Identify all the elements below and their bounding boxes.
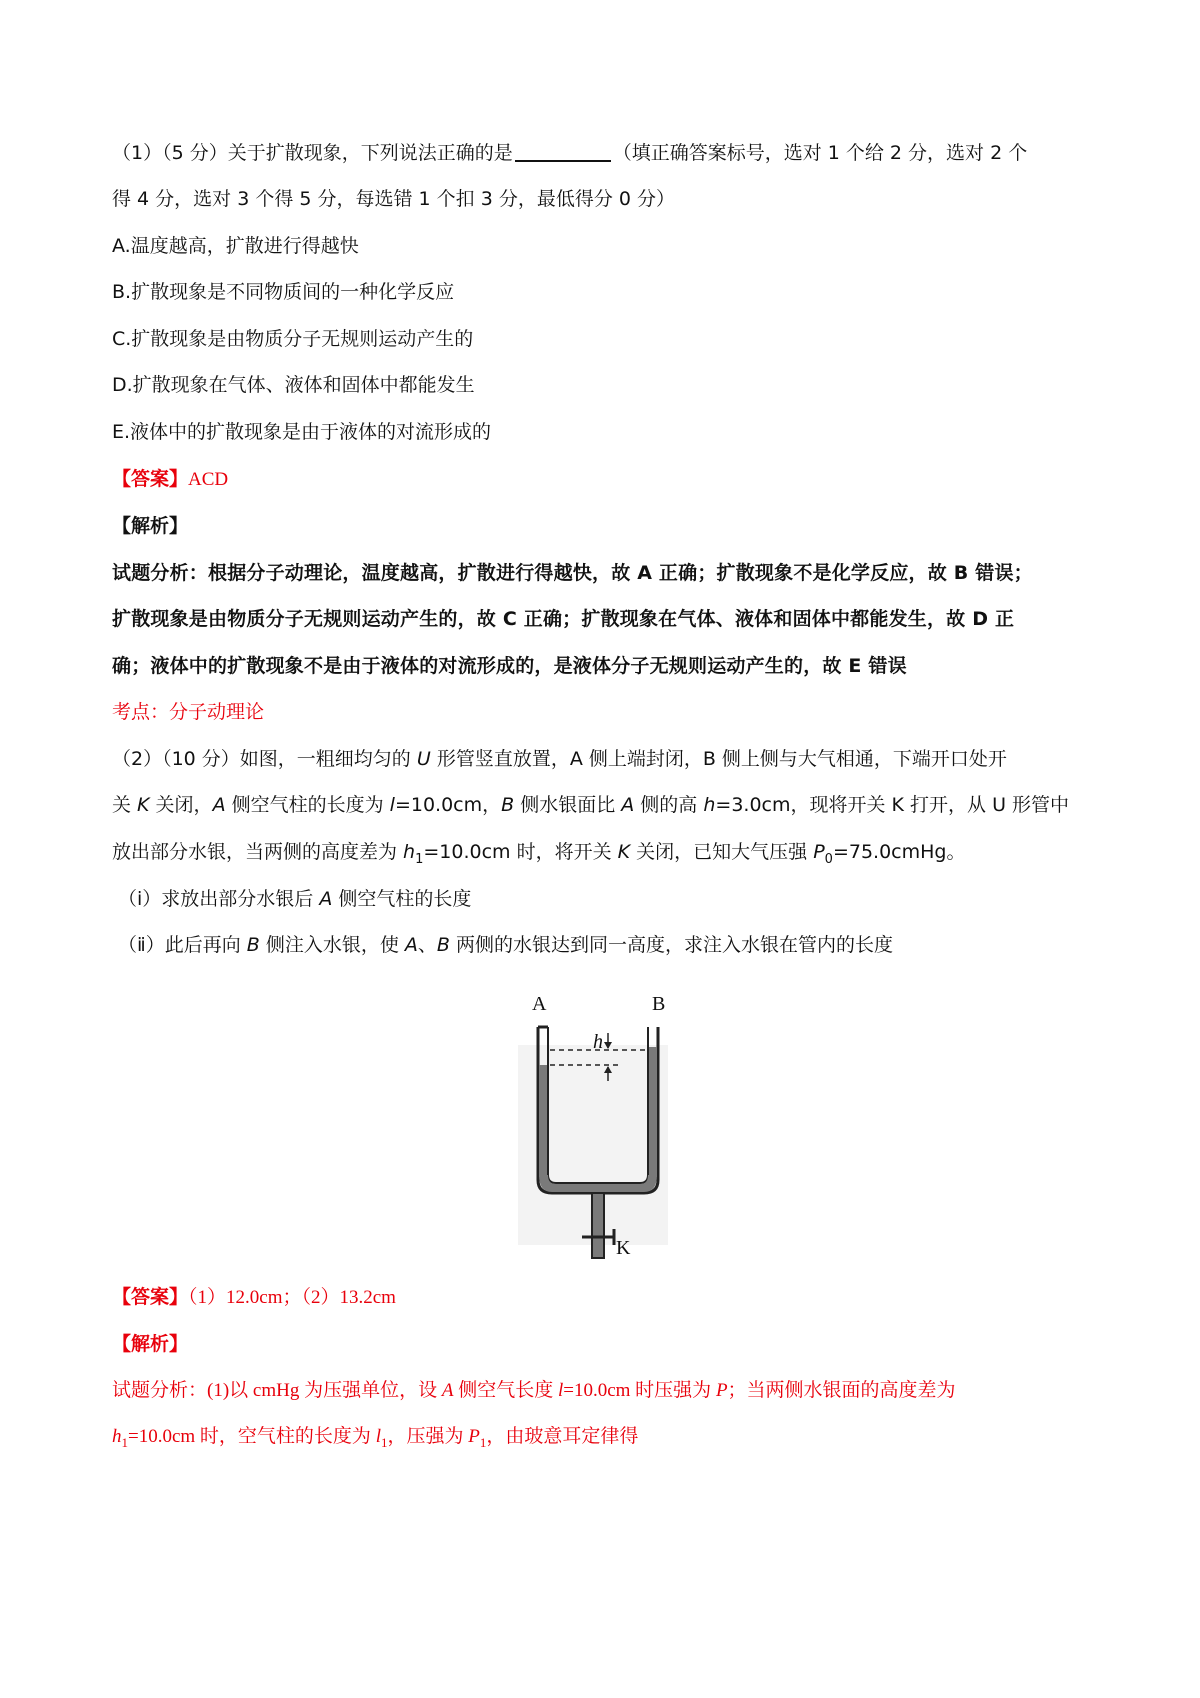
q2-analysis-label: 【解析】: [112, 1333, 189, 1355]
q1-analysis-line3: 确；液体中的扩散现象不是由于液体的对流形成的，是液体分子无规则运动产生的，故 E 错误: [112, 655, 907, 677]
answer-blank: [515, 140, 611, 162]
q2-stem-line2: 关 K 关闭，A 侧空气柱的长度为 l=10.0cm，B 侧水银面比 A 侧的高 h=3.0cm，现将开关 K 打开，从 U 形管中: [112, 794, 1070, 816]
q2-subquestion-2: （ⅱ）此后再向 B 侧注入水银，使 A、B 两侧的水银达到同一高度，求注入水银在管内的长度: [118, 934, 893, 956]
option-e: E.液体中的扩散现象是由于液体的对流形成的: [112, 421, 492, 443]
answer-value: ACD: [188, 469, 229, 490]
q1-stem-line1: [112, 138, 1102, 168]
option-d: D.扩散现象在气体、液体和固体中都能发生: [112, 374, 475, 396]
q2-analysis-line1: 试题分析：(1)以 cmHg 为压强单位，设 A 侧空气长度 l=10.0cm 时压强为 P；当两侧水银面的高度差为: [112, 1380, 956, 1401]
q2-subquestion-1: （ⅰ）求放出部分水银后 A 侧空气柱的长度: [118, 888, 472, 910]
q2-stem-line3: 放出部分水银，当两侧的高度差为 $h_1=10.0cm$ 时，将开关 K 关闭，已知大气压强 $P_0=75.0cmHg$。: [112, 841, 966, 867]
label-k: K: [616, 1237, 631, 1259]
answer-value: （1）12.0cm；（2）13.2cm: [188, 1287, 396, 1308]
q2-analysis-line2: $h_1=10.0cm$ 时，空气柱的长度为 $l_1$，压强为 $P_1$，由玻意耳定律得: [112, 1426, 639, 1450]
u-tube-diagram: [518, 985, 688, 1265]
q1-stem-text: （1）（5 分）关于扩散现象，下列说法正确的是: [112, 142, 513, 164]
q2-answer: [112, 1282, 1102, 1313]
q1-analysis-line2: 扩散现象是由物质分子无规则运动产生的，故 C 正确；扩散现象在气体、液体和固体中都能发生，故 D 正: [112, 608, 1015, 630]
q1-stem-line2: 得 4 分，选对 3 个得 5 分，每选错 1 个扣 3 分，最低得分 0 分）: [112, 188, 676, 210]
option-c: C.扩散现象是由物质分子无规则运动产生的: [112, 328, 474, 350]
option-b: B.扩散现象是不同物质间的一种化学反应: [112, 281, 455, 303]
mercury-b: [649, 1047, 657, 1177]
u-tube-figure: [518, 985, 688, 1265]
label-a: A: [532, 993, 547, 1015]
q1-analysis-line1: 试题分析：根据分子动理论，温度越高，扩散进行得越快，故 A 正确；扩散现象不是化学反应，故 B 错误；: [112, 562, 1033, 584]
label-b: B: [652, 993, 666, 1015]
mercury-a: [539, 1065, 547, 1177]
q1-stem-text-cont: （填正确答案标号，选对 1 个给 2 分，选对 2 个: [612, 142, 1028, 164]
answer-label: 【答案】: [112, 468, 189, 490]
q2-stem-line1: （2）（10 分）如图，一粗细均匀的 U 形管竖直放置，A 侧上端封闭，B 侧上侧与大气相通，下端开口处开: [112, 748, 1007, 770]
label-h: h: [593, 1031, 603, 1053]
outlet-pipe: [592, 1193, 604, 1258]
q1-answer: [112, 464, 1102, 495]
answer-label: 【答案】: [112, 1286, 189, 1308]
option-a: A.温度越高，扩散进行得越快: [112, 235, 359, 257]
q1-kaodian: 考点：分子动理论: [112, 701, 265, 723]
q1-analysis-label: 【解析】: [112, 515, 189, 537]
